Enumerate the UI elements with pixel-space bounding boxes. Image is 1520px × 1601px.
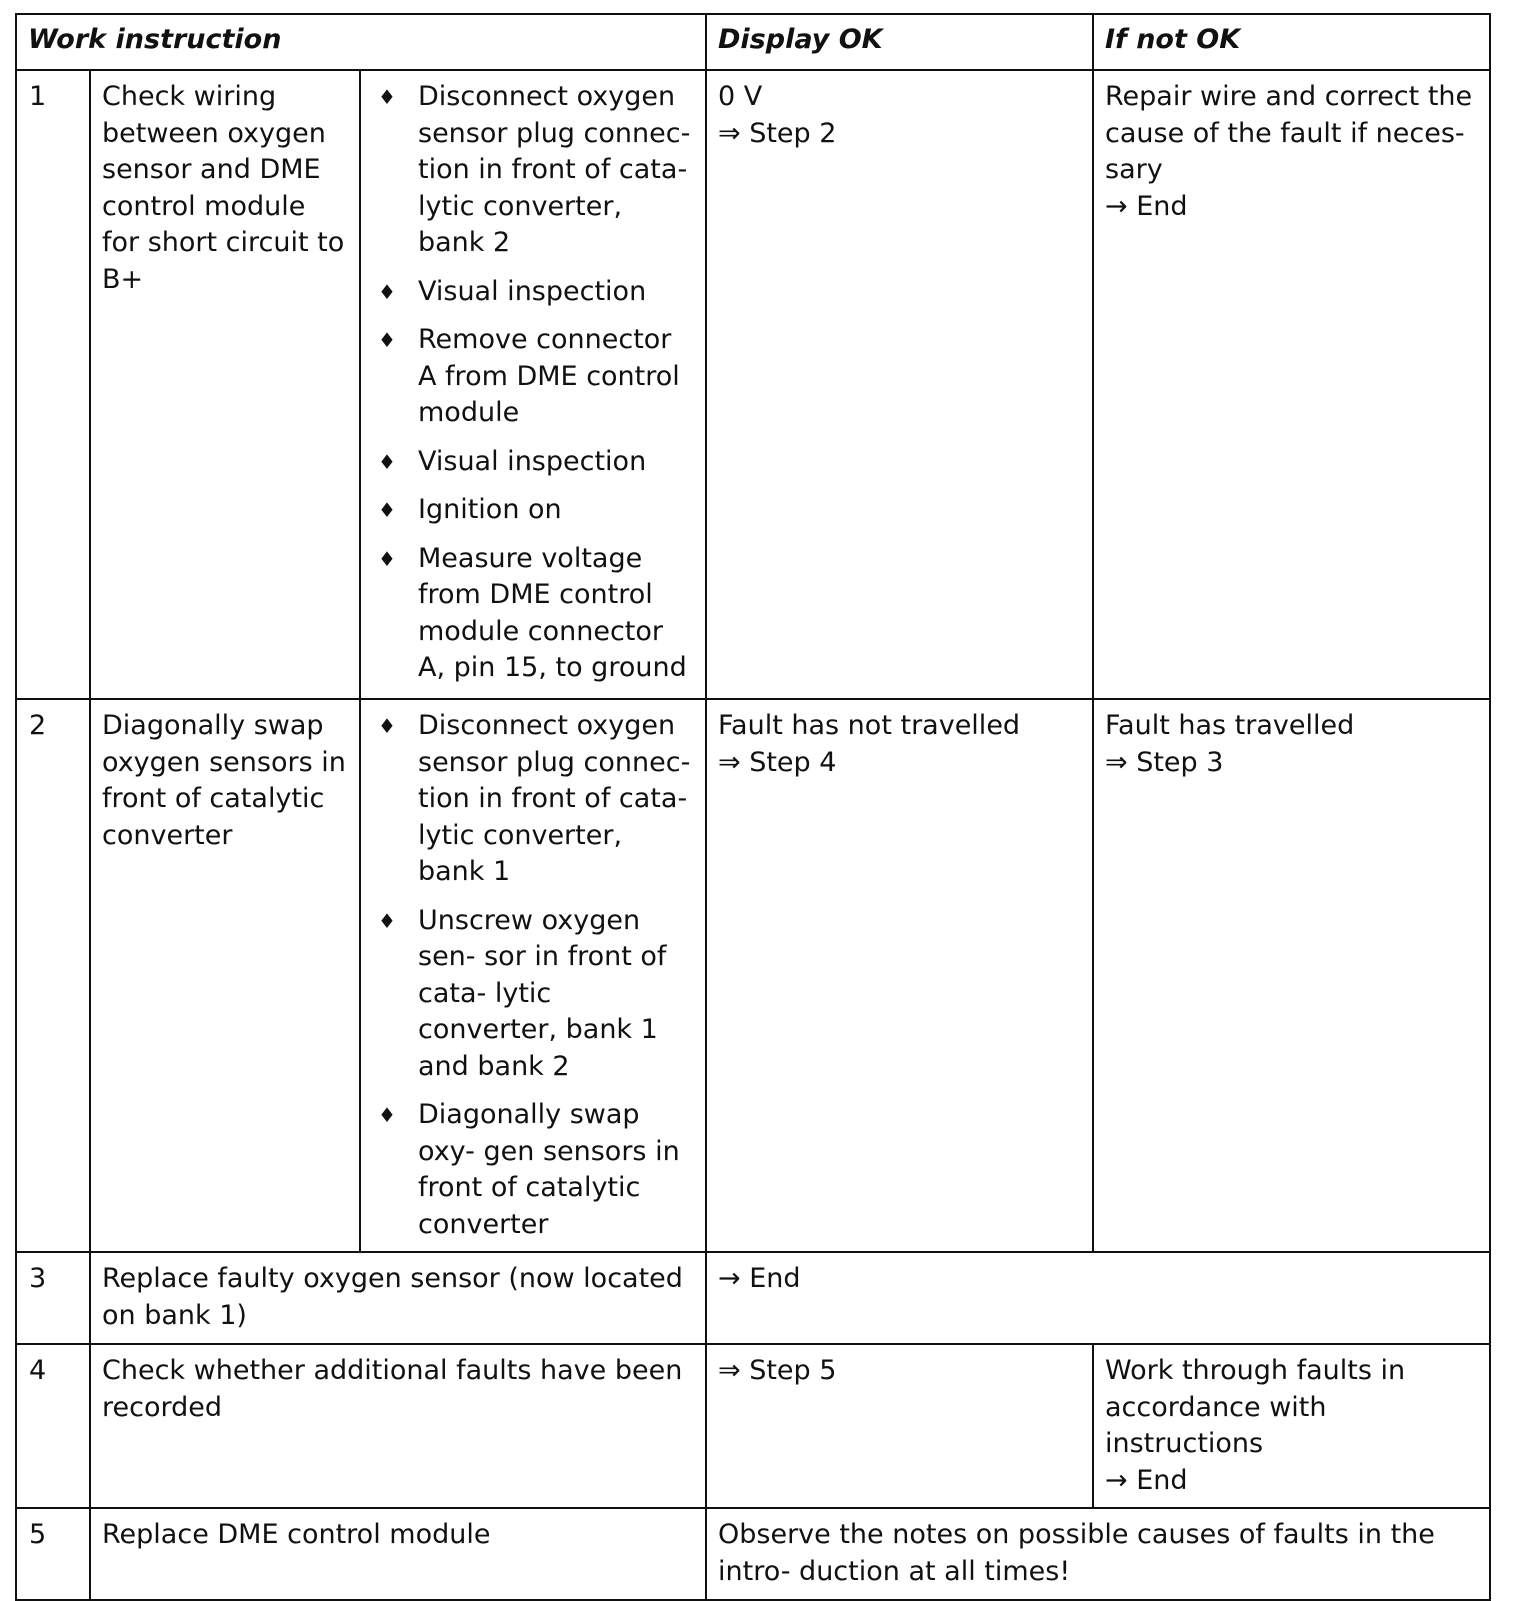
if-not-ok-next: → End [1105,190,1188,222]
diamond-bullet-icon: ♦ [378,85,396,109]
step-row-3 [16,1252,1490,1344]
if-not-ok-text: Work through faults in accordance with instructions [1105,1355,1406,1459]
if-not-ok-next: ⇒ Step 3 [1105,746,1224,778]
header-display-ok: Display OK [706,14,1093,70]
step-task: Check wiring between oxygen sensor and DME control module for short circuit to B+ [90,70,360,699]
step-number: 5 [16,1508,90,1600]
step-actions [360,699,706,1252]
diamond-bullet-icon: ♦ [378,1103,396,1127]
action-item: ♦ Disconnect oxygen sensor plug connec- tion in front of cata- lytic converter, bank 2 [378,81,691,258]
result-cell: → End [706,1252,1490,1344]
action-item: ♦ Visual inspection [372,444,695,481]
step-actions [360,70,706,699]
step-number: 2 [16,699,90,1252]
action-item: ♦ Disconnect oxygen sensor plug connec- tion in front of cata- lytic converter, bank 1 [378,710,691,887]
display-ok-next: ⇒ Step 5 [718,1355,837,1386]
action-list [372,79,695,687]
step-number: 3 [16,1252,90,1344]
display-ok-cell [706,70,1093,699]
if-not-ok-text: Repair wire and correct the cause of the fault if neces- sary [1105,81,1473,185]
diamond-bullet-icon: ♦ [378,714,396,738]
display-ok-next: ⇒ Step 4 [718,746,837,778]
action-item: ♦ Visual inspection [372,274,695,311]
work-instruction-table [15,13,1491,1601]
diamond-bullet-icon: ♦ [378,449,396,474]
header-work-instruction: Work instruction [16,14,706,70]
step-task: Replace DME control module [90,1508,706,1600]
action-list [372,708,695,1243]
action-item: ♦ Unscrew oxygen sen- sor in front of cata- lytic converter, bank 1 and bank 2 [378,904,667,1082]
step-number: 1 [16,70,90,699]
display-ok-cell [706,699,1093,1252]
step-task: Check whether additional faults have been recorded [90,1344,706,1508]
diamond-bullet-icon: ♦ [378,328,396,352]
display-ok-cell [706,1344,1093,1508]
step-row-5 [16,1508,1490,1600]
action-item: ♦ Ignition on [372,492,695,529]
action-item: ♦ Measure voltage from DME control module connector A, pin 15, to ground [378,542,687,683]
if-not-ok-cell [1093,1344,1490,1508]
diamond-bullet-icon: ♦ [378,546,396,571]
header-if-not-ok: If not OK [1093,14,1490,70]
step-task: Replace faulty oxygen sensor (now located on bank 1) [90,1252,706,1344]
diamond-bullet-icon: ♦ [378,498,396,522]
step-row-2 [16,699,1490,1252]
step-task: Diagonally swap oxygen sensors in front of catalytic converter [90,699,360,1252]
if-not-ok-next: → End [1105,1464,1188,1496]
if-not-ok-cell [1093,70,1490,699]
display-ok-value: Fault has not travelled [718,710,1021,741]
action-item: ♦ Diagonally swap oxy- gen sensors in front of catalytic converter [378,1099,680,1240]
if-not-ok-cell [1093,699,1490,1252]
header-row [16,14,1490,70]
step-row-4 [16,1344,1490,1508]
step-number: 4 [16,1344,90,1508]
diamond-bullet-icon: ♦ [378,279,396,304]
note-cell: Observe the notes on possible causes of faults in the intro- duction at all times! [706,1508,1490,1600]
step-row-1 [16,70,1490,699]
action-item: ♦ Remove connector A from DME control module [378,324,680,428]
diamond-bullet-icon: ♦ [378,908,396,933]
if-not-ok-text: Fault has travelled [1105,710,1355,741]
display-ok-next: ⇒ Step 2 [718,117,837,149]
display-ok-value: 0 V [718,81,763,112]
